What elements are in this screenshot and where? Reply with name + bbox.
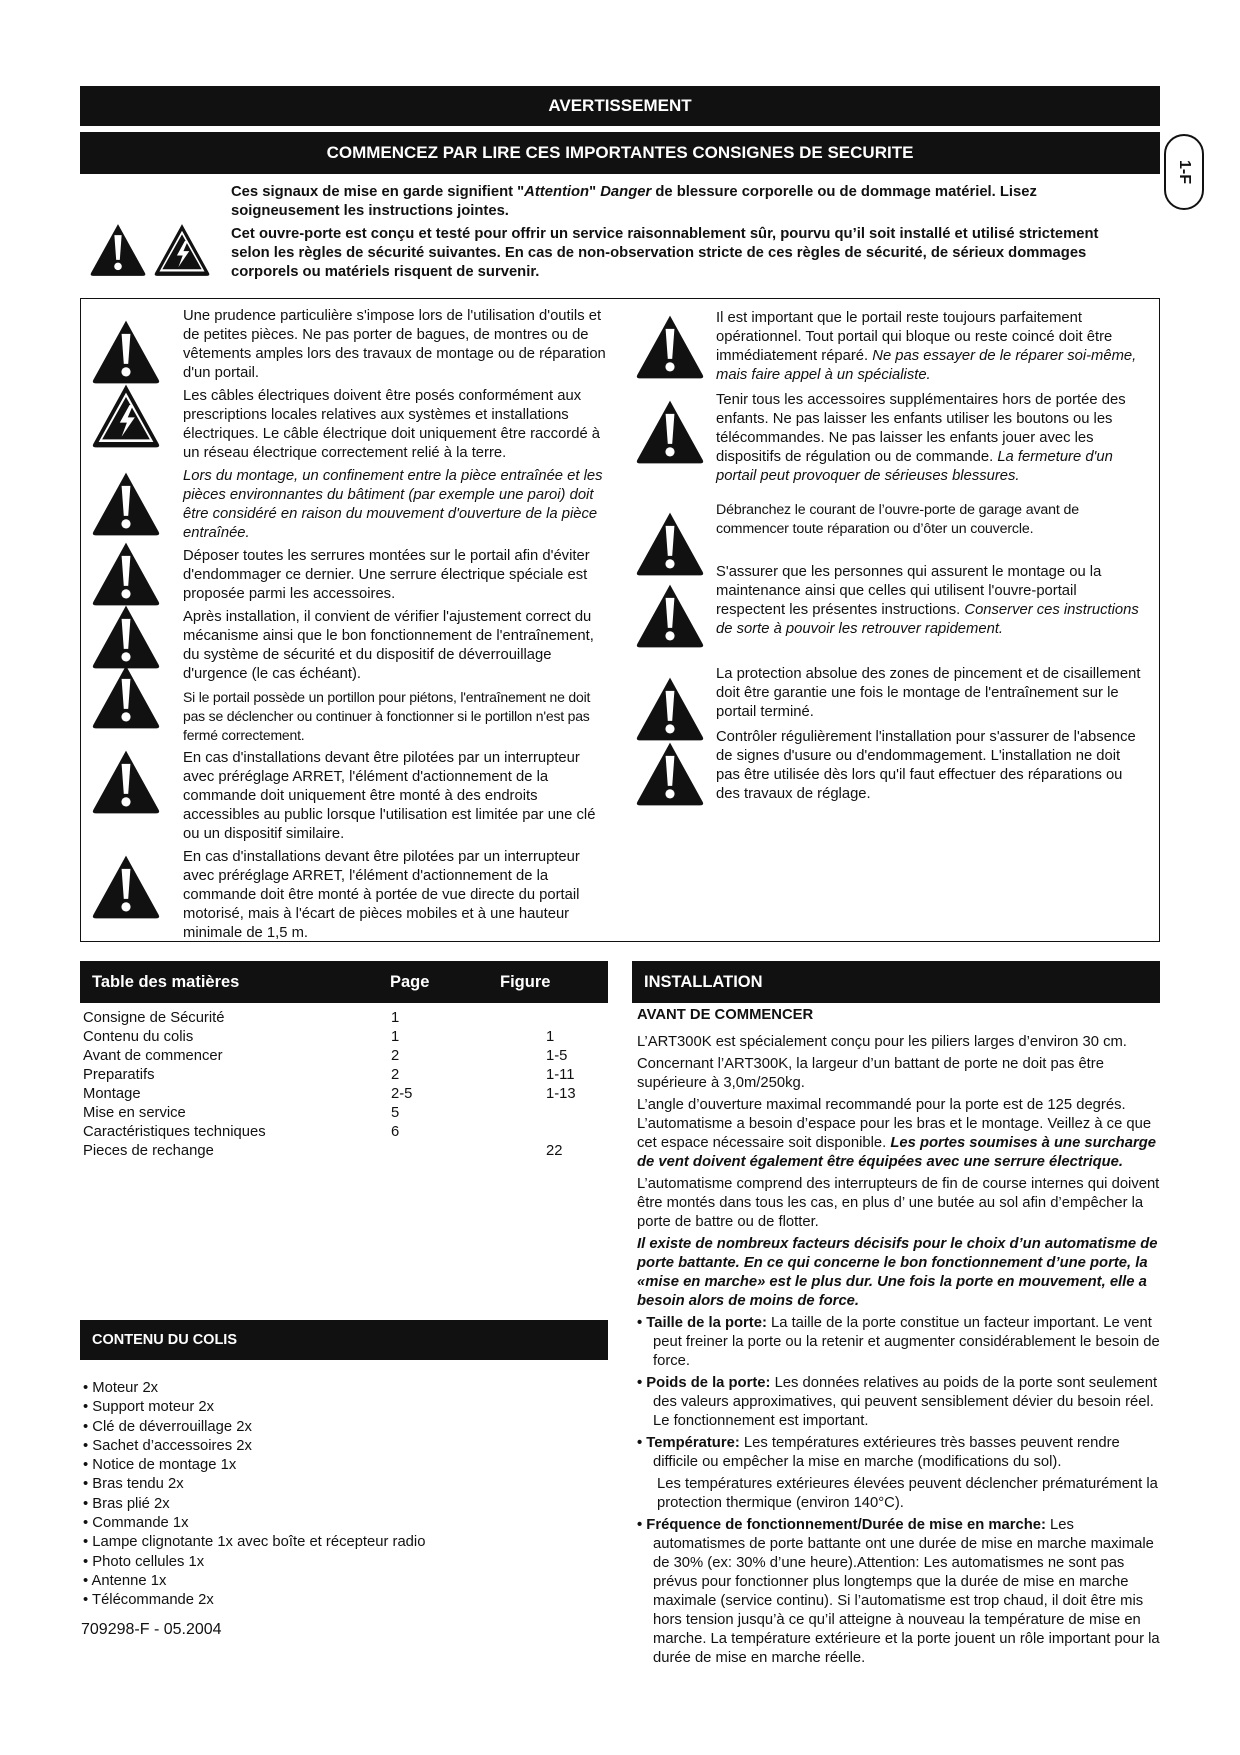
warning-icon xyxy=(90,663,162,731)
document-reference: 709298-F - 05.2004 xyxy=(81,1621,222,1638)
page-tab-label: 1-F xyxy=(1176,160,1193,184)
bullet-item: • Taille de la porte: La taille de la porte constitue un facteur important. Le vent peut freiner la porte ou la retenir et augmenter considérablement le besoin de force. xyxy=(637,1315,1160,1369)
toc-row: Preparatifs 2 1-11 xyxy=(83,1067,575,1083)
toc-table xyxy=(83,1009,603,1161)
safety-left-column xyxy=(183,307,608,947)
section-subtitle: AVANT DE COMMENCER xyxy=(637,1007,814,1023)
warning-icon xyxy=(88,222,148,278)
toc-header-page: Page xyxy=(390,973,430,991)
toc-header-title: Table des matières xyxy=(92,973,240,991)
warning-icon xyxy=(90,470,162,538)
electric-shock-icon xyxy=(90,382,162,450)
installation-paragraph: Concernant l’ART300K, la largeur d’un battant de porte ne doit pas être supérieure à 3,0m/250kg. xyxy=(637,1056,1104,1091)
safety-rule: Contrôler régulièrement l'installation pour s'assurer de l'absence de signes d'usure ou d'endommagement. L'installation ne doit pas être utilisée dès lors qu'il faut effectuer des réparations ou des travaux de réglage. xyxy=(716,729,1136,802)
installation-paragraph: L’angle d’ouverture maximal recommandé pour la porte est de 125 degrés. xyxy=(637,1097,1126,1113)
safety-rule: Une prudence particulière s'impose lors de l'utilisation d'outils et de petites pièces. Ne pas porter de bagues, de montres ou de vêtements amples lors des travaux de montage ou de réparation d'un portail. xyxy=(183,308,606,381)
warning-icon xyxy=(90,603,162,671)
list-item: • Bras plié 2x xyxy=(83,1495,170,1512)
warning-icon xyxy=(634,582,706,650)
safety-rule: S'assurer que les personnes qui assurent le montage ou la maintenance ainsi que celles qui utilisent l'ouvre-portail respectent les présentes instructions. Conserver ces instructions de sorte à pouvoir les retrouver rapidement. xyxy=(716,564,1139,637)
warning-icon xyxy=(634,675,706,743)
installation-paragraph: Il existe de nombreux facteurs décisifs pour le choix d’un automatisme de porte battante. En ce qui concerne le bon fonctionnement d’une porte, la «mise en marche» est le plus dur. Une fois la porte en mouvement, elle a besoin alors de moins de force. xyxy=(637,1236,1158,1309)
installation-paragraph: L’ART300K est spécialement conçu pour les piliers larges d’environ 30 cm. xyxy=(637,1034,1127,1050)
list-item: • Télécommande 2x xyxy=(83,1592,214,1609)
toc-row: Caractéristiques techniques 6 xyxy=(83,1124,400,1140)
warning-icon xyxy=(90,318,162,386)
installation-paragraph: L’automatisme comprend des interrupteurs de fin de course internes qui doivent être montés dans tous les cas, en plus d’ une butée au sol afin d’empêcher la porte de battre ou de flotter. xyxy=(637,1176,1160,1230)
intro-text xyxy=(231,183,1136,282)
safety-right-column xyxy=(716,309,1146,808)
bullet-item: • Poids de la porte: Les données relatives au poids de la porte sont seulement des valeurs approximatives, qui peuvent sensiblement dévier du besoin réel. Le fonctionnement est important. xyxy=(637,1375,1158,1429)
list-item: • Moteur 2x xyxy=(83,1380,159,1396)
colis-list xyxy=(83,1379,425,1611)
installation-header-bar xyxy=(632,961,1160,1003)
warning-icon xyxy=(90,540,162,608)
toc-row: Montage 2-5 1-13 xyxy=(83,1086,576,1102)
safety-rule: La protection absolue des zones de pincement et de cisaillement doit être garantie une fois le montage de l'entraînement sur le portail terminé. xyxy=(716,666,1141,720)
warning-icon xyxy=(634,510,706,578)
installation-paragraph: L’automatisme a besoin d’espace pour les bras et le montage. Veillez à ce que cet espace nécessaire soit disponible. Les portes soumises à une surcharge de vent doivent également être équipées avec une serrure électrique. xyxy=(637,1116,1156,1170)
list-item: • Clé de déverrouillage 2x xyxy=(83,1418,252,1435)
list-item: • Lampe clignotante 1x avec boîte et récepteur radio xyxy=(83,1534,426,1551)
warning-icon xyxy=(634,313,706,381)
list-item: • Photo cellules 1x xyxy=(83,1553,205,1570)
safety-rule: Déposer toutes les serrures montées sur le portail afin d'éviter d'endommager ce dernier. Une serrure électrique spéciale est proposée parmi les accessoires. xyxy=(183,548,590,602)
list-item: • Notice de montage 1x xyxy=(83,1457,237,1474)
toc-row: Contenu du colis 1 1 xyxy=(83,1029,555,1045)
warning-icon xyxy=(634,740,706,808)
safety-title: COMMENCEZ PAR LIRE CES IMPORTANTES CONSIGNES DE SECURITE xyxy=(326,143,914,162)
list-item: • Support moteur 2x xyxy=(83,1399,215,1416)
page-tab xyxy=(1164,134,1204,210)
colis-header-bar xyxy=(80,1320,608,1360)
safety-rule: En cas d'installations devant être pilotées par un interrupteur avec préréglage ARRET, l'élément d'actionnement de la commande doit uniquement être monté à des endroits accessibles au public lorsque l'utilisation est limitée par une clé ou un dispositif similaire. xyxy=(183,750,596,842)
installation-title: INSTALLATION xyxy=(644,973,763,991)
safety-rule: Débranchez le courant de l’ouvre-porte de garage avant de commencer toute réparation ou d’ôter un couvercle. xyxy=(716,502,1079,537)
toc-header-figure: Figure xyxy=(500,973,551,991)
bullet-continuation: Les températures extérieures élevées peuvent déclencher prématurément la protection thermique (environ 140°C). xyxy=(657,1476,1158,1511)
toc-row: Mise en service 5 xyxy=(83,1105,400,1121)
bullet-item: • Fréquence de fonctionnement/Durée de mise en marche: Les automatismes de porte battante ont une durée de mise en marche maximale de 30% (ex: 30% d’une heure).Attention: Les automatismes ne sont pas prévus pour fonctionner plus longtemps que la durée de mise en marche maximale (service continu). Si l’automatisme est trop chaud, il doit être mis hors tension jusqu’à ce qu’il atteigne à nouveau la température de mise en marche. La température extérieure et la porte jouent un rôle important pour la durée de mise en marche réelle. xyxy=(637,1517,1160,1666)
warning-title: AVERTISSEMENT xyxy=(548,96,692,115)
safety-rule: Tenir tous les accessoires supplémentaires hors de portée des enfants. Ne pas laisser les enfants utiliser les boutons ou les télécommandes. Ne pas laisser les enfants jouer avec les dispositifs de régulation ou de commande. La fermeture d'un portail peut provoquer de sérieuses blessures. xyxy=(716,392,1126,484)
warning-icon xyxy=(634,398,706,466)
safety-rule: Il est important que le portail reste toujours parfaitement opérationnel. Tout portail qui bloque ou reste coincé doit être immédiatement réparé. Ne pas essayer de le réparer soi-même, mais faire appel à un spécialiste. xyxy=(716,310,1137,383)
toc-row: Avant de commencer 2 1-5 xyxy=(83,1048,568,1064)
colis-title: CONTENU DU COLIS xyxy=(92,1332,237,1348)
safety-rule: Si le portail possède un portillon pour piétons, l'entraînement ne doit pas se déclencher ou continuer à fonctionner si le portillon n'est pas fermé correctement. xyxy=(183,689,591,743)
intro-paragraph-2: Cet ouvre-porte est conçu et testé pour offrir un service raisonnablement sûr, pourvu qu’il soit installé et utilisé strictement selon les règles de sécurité suivantes. En cas de non-observation stricte de ces règles de sécurité, de sérieux dommages corporels ou matériels risquent de survenir. xyxy=(231,226,1099,280)
safety-rule: Après installation, il convient de vérifier l'ajustement correct du mécanisme ainsi que le bon fonctionnement de l'entraînement, du système de sécurité et du dispositif de déverrouillage d'urgence (le cas échéant). xyxy=(183,609,594,682)
warning-title-bar xyxy=(80,86,1160,126)
intro-paragraph-1: Ces signaux de mise en garde signifient "Attention" Danger de blessure corporelle ou de dommage matériel. Lisez soigneusement les instructions jointes. xyxy=(231,184,1037,219)
warning-icon xyxy=(90,853,162,921)
safety-rule: Les câbles électriques doivent être posés conformément aux prescriptions locales relatives aux systèmes et installations électriques. Le câble électrique doit uniquement être raccordé à un réseau électrique correctement relié à la terre. xyxy=(183,388,601,461)
electric-shock-icon xyxy=(152,222,212,278)
safety-title-bar xyxy=(80,132,1160,174)
list-item: • Commande 1x xyxy=(83,1515,189,1532)
installation-text xyxy=(637,1006,1160,1671)
toc-row: Pieces de rechange 22 xyxy=(83,1143,563,1159)
list-item: • Sachet d’accessoires 2x xyxy=(83,1437,252,1454)
list-item: • Bras tendu 2x xyxy=(83,1476,184,1493)
safety-rule: En cas d'installations devant être pilotées par un interrupteur avec préréglage ARRET, l'élément d'actionnement de la commande doit être monté à portée de vue directe du portail motorisé, mais à l'écart de pièces mobiles et à une hauteur minimale de 1,5 m. xyxy=(183,849,580,941)
bullet-item: • Température: Les températures extérieures très basses peuvent rendre difficile ou empêcher la mise en marche (modifications du sol). xyxy=(637,1435,1120,1470)
list-item: • Antenne 1x xyxy=(83,1572,167,1589)
safety-rule: Lors du montage, un confinement entre la pièce entraînée et les pièces environnantes du bâtiment (par exemple une paroi) doit être considéré en raison du mouvement d'ouverture de la pièce entraînée. xyxy=(183,468,603,541)
toc-header-bar xyxy=(80,961,608,1003)
warning-icon xyxy=(90,748,162,816)
toc-row: Consigne de Sécurité 1 xyxy=(83,1010,400,1026)
